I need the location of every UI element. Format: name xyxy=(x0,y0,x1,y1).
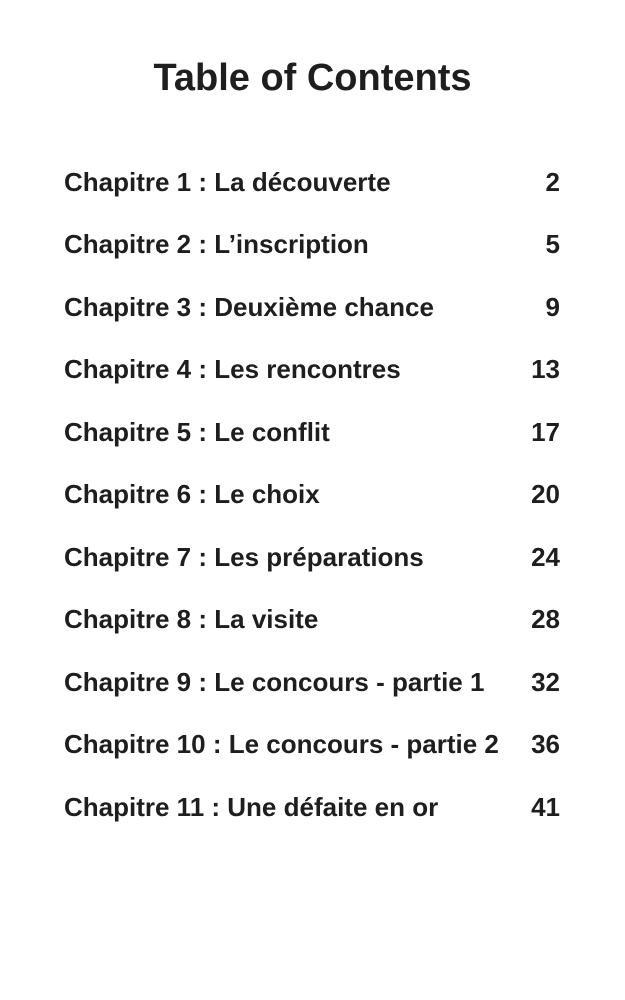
toc-entry xyxy=(64,151,560,214)
table-of-contents xyxy=(0,151,625,839)
toc-entry-page: 20 xyxy=(531,479,560,510)
toc-entry-page: 13 xyxy=(531,354,560,385)
toc-entry-label: Chapitre 1 : La découverte xyxy=(64,166,391,197)
toc-entry-label: Chapitre 8 : La visite xyxy=(64,604,319,635)
toc-entry-label: Chapitre 4 : Les rencontres xyxy=(64,354,401,385)
toc-entry xyxy=(64,401,560,464)
toc-entry-label: Chapitre 3 : Deuxième chance xyxy=(64,291,434,322)
toc-entry-page: 9 xyxy=(545,291,560,322)
toc-entry-label: Chapitre 2 : L’inscription xyxy=(64,229,369,260)
toc-entry-page: 28 xyxy=(531,604,560,635)
toc-entry-label: Chapitre 10 : Le concours - partie 2 xyxy=(64,729,499,760)
toc-entry-page: 2 xyxy=(545,166,560,197)
toc-entry-page: 17 xyxy=(531,416,560,447)
toc-entry xyxy=(64,713,560,776)
toc-entry-label: Chapitre 9 : Le concours - partie 1 xyxy=(64,666,485,697)
toc-entry-label: Chapitre 6 : Le choix xyxy=(64,479,320,510)
toc-entry xyxy=(64,588,560,651)
page-title: Table of Contents xyxy=(153,57,472,99)
toc-entry xyxy=(64,463,560,526)
toc-entry-page: 24 xyxy=(531,541,560,572)
toc-entry xyxy=(64,651,560,714)
toc-entry-page: 32 xyxy=(531,666,560,697)
toc-entry xyxy=(64,526,560,589)
toc-entry xyxy=(64,338,560,401)
toc-entry-page: 5 xyxy=(545,229,560,260)
toc-entry xyxy=(64,213,560,276)
toc-entry-page: 36 xyxy=(531,729,560,760)
toc-entry-page: 41 xyxy=(531,791,560,822)
toc-entry-label: Chapitre 11 : Une défaite en or xyxy=(64,791,439,822)
toc-entry-label: Chapitre 7 : Les préparations xyxy=(64,541,424,572)
toc-entry xyxy=(64,776,560,839)
toc-entry xyxy=(64,276,560,339)
toc-entry-label: Chapitre 5 : Le conflit xyxy=(64,416,330,447)
